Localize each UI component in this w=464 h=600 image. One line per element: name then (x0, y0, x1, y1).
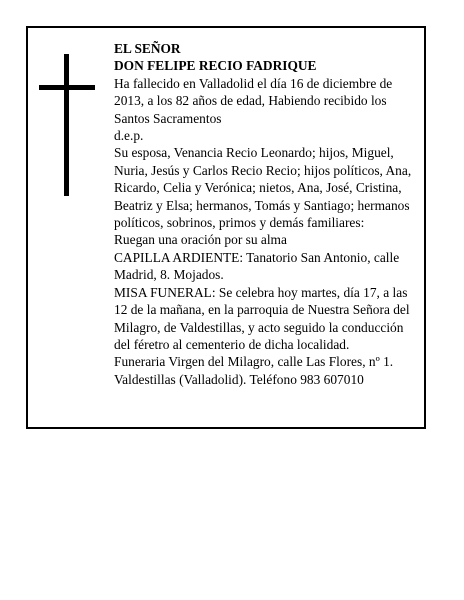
cross-icon (39, 54, 95, 196)
prayer-request: Ruegan una oración por su alma (114, 232, 287, 248)
funeral-home-info: Funeraria Virgen del Milagro, calle Las Flores, nº 1. Valdestillas (Valladolid). Teléfono 983 607010 (114, 354, 394, 387)
deceased-name: DON FELIPE RECIO FADRIQUE (114, 58, 317, 74)
funeral-mass-info: MISA FUNERAL: Se celebra hoy martes, día 17, a las 12 de la mañana, en la parroquia de Nuestra Señora del Milagro, de Valdestillas, y acto seguido la conducción del féretro al cementerio de dicha localidad. (114, 284, 410, 352)
rip-abbreviation: d.e.p. (114, 128, 144, 144)
obituary-notice (26, 26, 426, 429)
chapel-info: CAPILLA ARDIENTE: Tanatorio San Antonio, calle Madrid, 8. Mojados. (114, 249, 400, 283)
death-info: Ha fallecido en Valladolid el día 16 de diciembre de 2013, a los 82 años de edad, Habiendo recibido los Santos Sacramentos (114, 75, 393, 126)
notice-text (114, 40, 420, 388)
cross-vertical-bar (64, 54, 69, 196)
notice-title-line1: EL SEÑOR (114, 41, 181, 56)
cross-horizontal-bar (39, 85, 95, 90)
family-list: Su esposa, Venancia Recio Leonardo; hijos, Miguel, Nuria, Jesús y Carlos Recio Recio; hijos políticos, Ana, Ricardo, Celia y Verónica; nietos, Ana, José, Cristina, Beatriz y Elsa; hermanos, Tomás y Santiago; hermanos políticos, sobrinos, primos y demás familiares: (114, 145, 412, 231)
